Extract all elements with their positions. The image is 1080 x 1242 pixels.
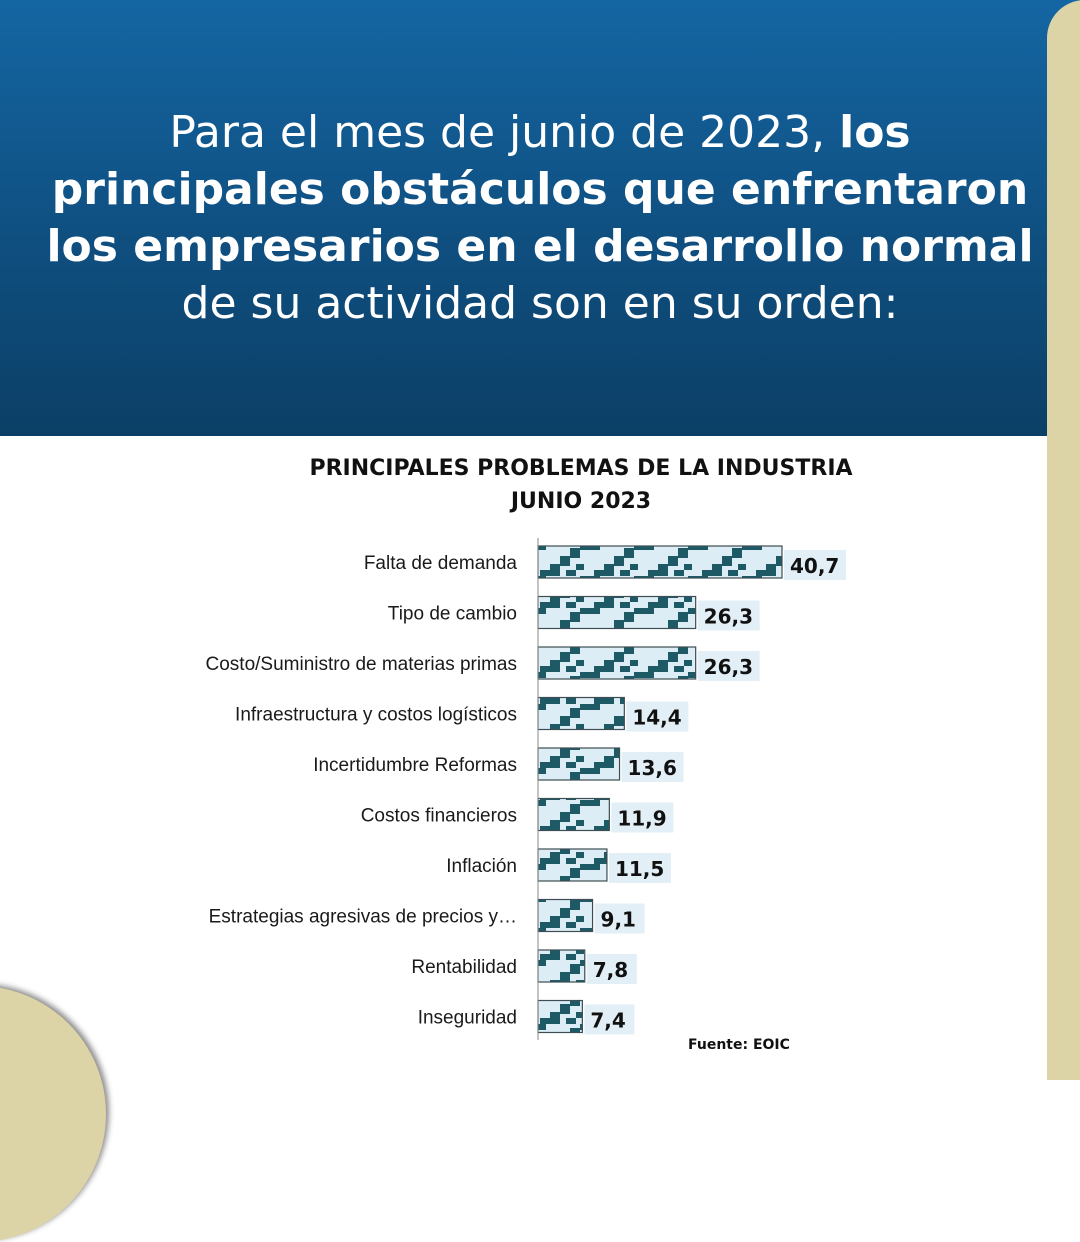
value-label: 7,8 [592, 958, 629, 982]
category-label: Tipo de cambio [387, 603, 517, 625]
headline-part-2-bold: los principales obstáculos que enfrentaron los empresarios en el desarrollo normal [46, 107, 1034, 272]
bar [538, 900, 593, 932]
bar [538, 950, 585, 982]
category-label: Inseguridad [417, 1007, 517, 1029]
category-label: Inflación [446, 856, 517, 877]
category-label: Falta de demanda [363, 553, 517, 574]
value-label: 40,7 [790, 554, 840, 578]
bar [538, 748, 620, 780]
bar [538, 1001, 582, 1033]
source-note: Fuente: EOIC [688, 1037, 790, 1053]
value-label: 14,4 [632, 705, 682, 730]
value-label: 11,9 [617, 806, 667, 831]
chart-subtitle: JUNIO 2023 [510, 489, 652, 514]
bar [538, 597, 696, 629]
headline-part-3: de su actividad son en su orden: [181, 278, 899, 329]
bar [538, 698, 624, 730]
category-label: Estrategias agresivas de precios y… [208, 906, 517, 928]
value-label: 13,6 [627, 756, 677, 780]
value-label: 26,3 [703, 604, 754, 629]
bar [538, 546, 782, 578]
category-label: Costo/Suministro de materias primas [205, 654, 517, 675]
value-label: 11,5 [614, 857, 665, 881]
category-label: Costos financieros [360, 805, 517, 827]
value-label: 9,1 [600, 907, 636, 932]
bar [538, 799, 609, 831]
bar [538, 849, 607, 881]
category-label: Incertidumbre Reformas [313, 755, 517, 776]
headline-part-1: Para el mes de junio de 2023, [169, 107, 840, 158]
value-label: 26,3 [703, 655, 754, 679]
category-label: Rentabilidad [411, 957, 517, 978]
bar [538, 647, 696, 679]
value-label: 7,4 [590, 1008, 626, 1033]
category-label: Infraestructura y costos logísticos [235, 704, 517, 726]
chart-title: PRINCIPALES PROBLEMAS DE LA INDUSTRIA [309, 456, 853, 481]
